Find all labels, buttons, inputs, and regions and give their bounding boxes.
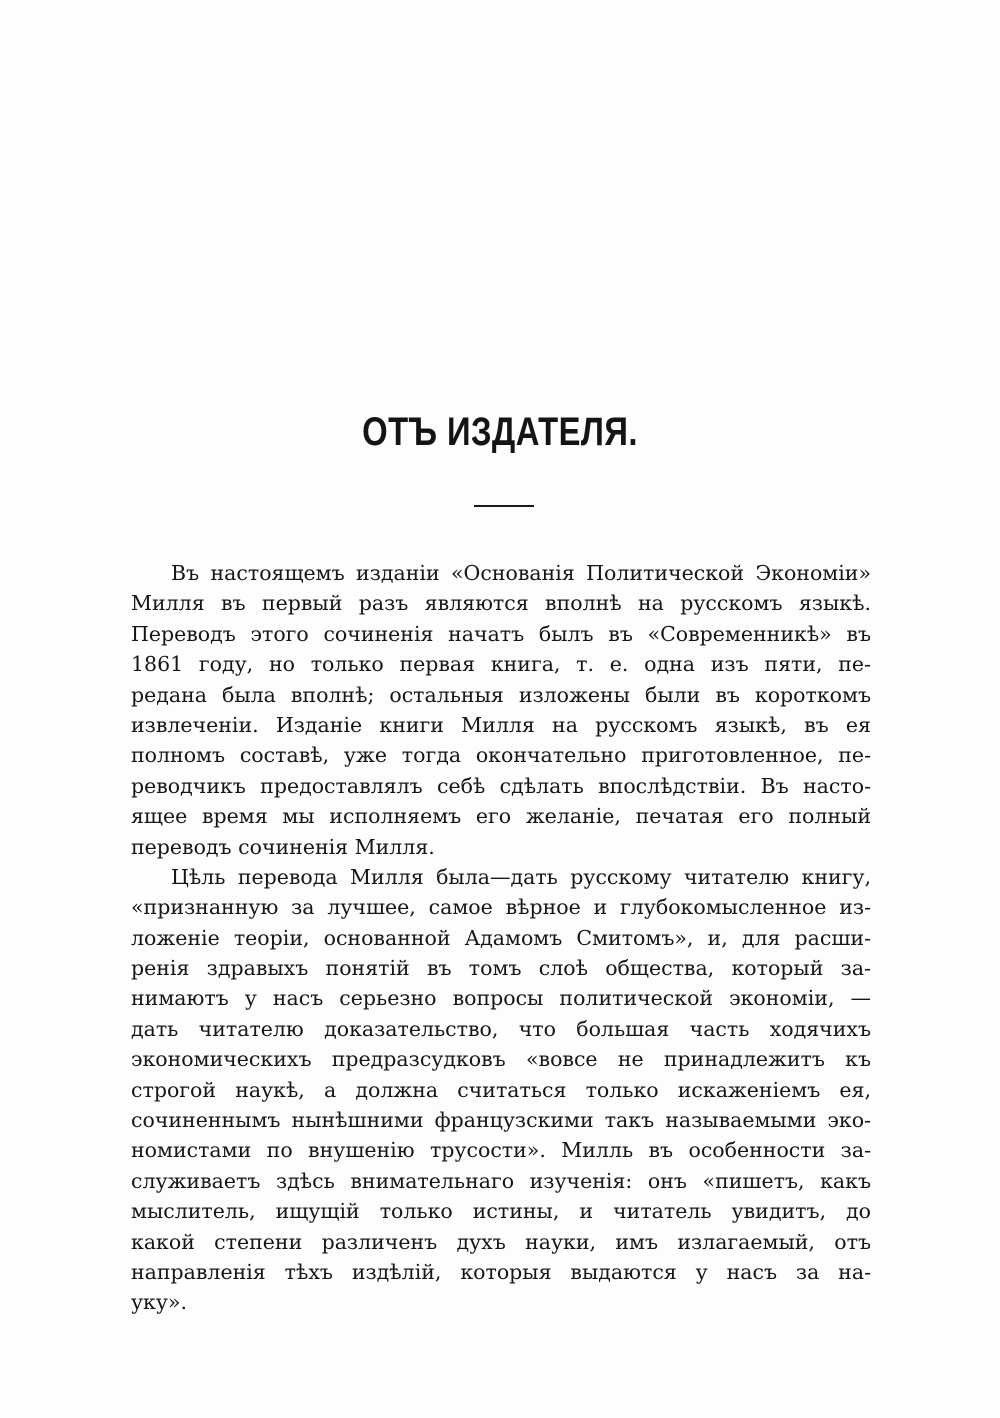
text-line: какой степени различенъ духъ науки, имъ излагаемый, отъ <box>131 1229 871 1254</box>
text-line: номистами по внушенію трусости». Милль въ особенности за- <box>131 1138 871 1163</box>
text-line: сочиненнымъ нынѣшними французскими такъ называемыми эко- <box>131 1108 871 1133</box>
text-line: Милля въ первый разъ являются вполнѣ на русскомъ языкѣ. <box>131 591 871 616</box>
text-line: редана была вполнѣ; остальныя изложены были въ короткомъ <box>131 682 871 707</box>
text-line: направленія тѣхъ издѣлій, которыя выдаются у насъ за на- <box>131 1259 871 1284</box>
text-line: строгой наукѣ, а должна считаться только искаженіемъ ея, <box>131 1077 871 1102</box>
text-line: переводъ сочиненія Милля. <box>131 834 435 859</box>
text-line: Въ настоящемъ изданіи «Основанія Политической Экономіи» <box>171 561 871 585</box>
text-line: ренія здравыхъ понятій въ томъ слоѣ общества, который за- <box>131 956 871 981</box>
text-line: экономическихъ предразсудковъ «вовсе не принадлежитъ къ <box>131 1047 871 1072</box>
text-line: мыслитель, ищущій только истины, и читатель увидитъ, до <box>131 1199 871 1224</box>
body-text <box>131 558 871 1318</box>
text-line: нимаютъ у насъ серьезно вопросы политической экономіи, — <box>131 986 871 1011</box>
title-divider <box>474 505 534 507</box>
text-line: извлеченіи. Изданіе книги Милля на русскомъ языкѣ, въ ея <box>131 712 871 737</box>
text-line: «признанную за лучшее, самое вѣрное и глубокомысленное из- <box>131 895 871 920</box>
text-line: Цѣль перевода Милля была—дать русскому читателю книгу, <box>171 864 871 889</box>
text-line: ящее время мы исполняемъ его желаніе, печатая его полный <box>131 804 871 829</box>
text-line: дать читателю доказательство, что большая часть ходячихъ <box>131 1016 871 1041</box>
text-line: служиваетъ здѣсь внимательнаго изученія: онъ «пишетъ, какъ <box>131 1168 871 1193</box>
text-line: полномъ составѣ, уже тогда окончательно приготовленное, пе- <box>131 743 871 768</box>
text-line: уку». <box>131 1290 187 1315</box>
text-line: 1861 году, но только первая книга, т. е. одна изъ пяти, пе- <box>131 652 871 677</box>
text-line: реводчикъ предоставлялъ себѣ сдѣлать впослѣдствіи. Въ насто- <box>131 773 871 798</box>
text-line: Переводъ этого сочиненія начатъ былъ въ «Современникѣ» въ <box>131 621 871 646</box>
page-title: ОТЪ ИЗДАТЕЛЯ. <box>362 410 638 454</box>
text-line: ложеніе теоріи, основанной Адамомъ Смитомъ», и, для расши- <box>131 925 871 950</box>
